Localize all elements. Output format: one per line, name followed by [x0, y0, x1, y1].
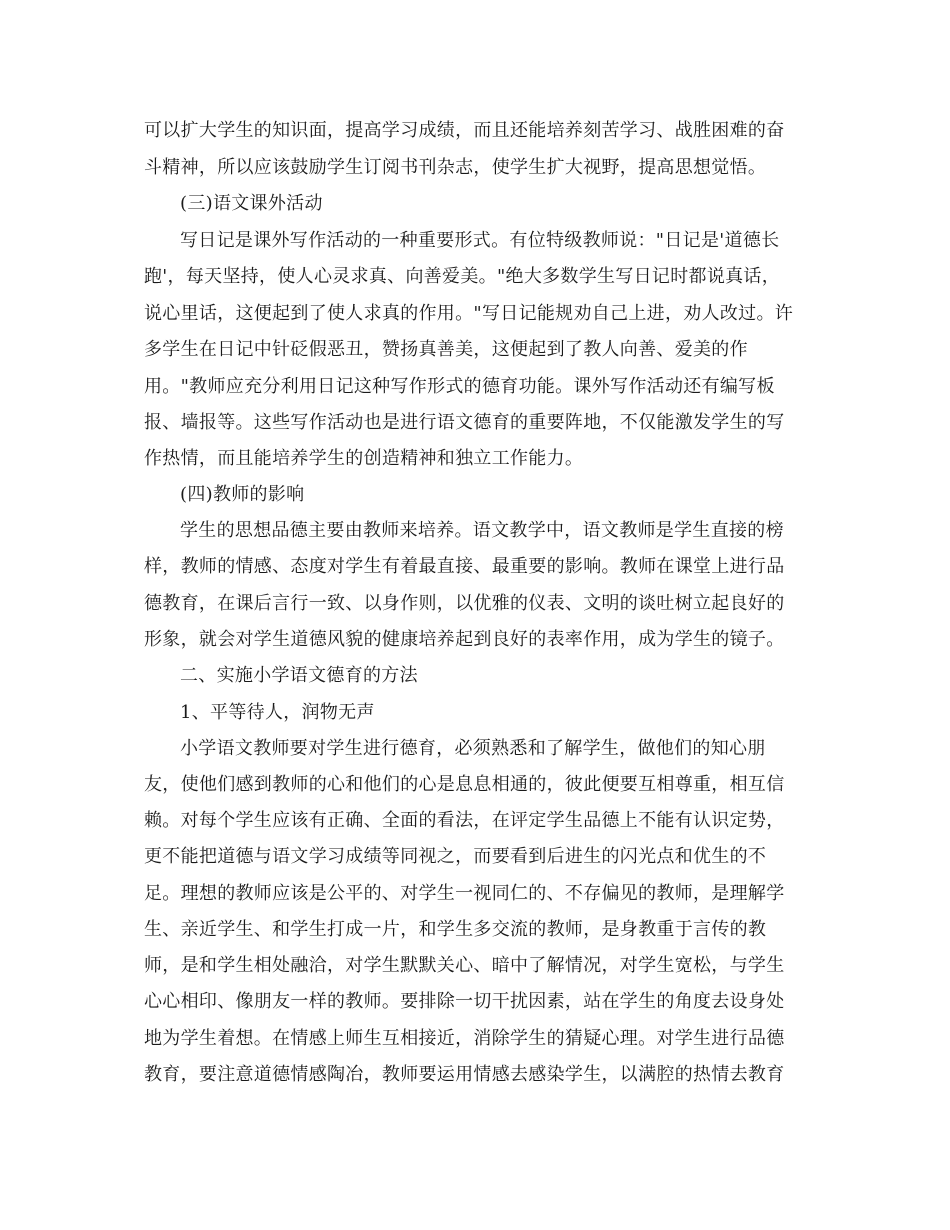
body-line: 小学语文教师要对学生进行德育，必须熟悉和了解学生，做他们的知心朋: [180, 738, 766, 759]
body-line: 写日记是课外写作活动的一种重要形式。有位特级教师说："日记是'道德长: [180, 230, 780, 251]
body-line: 说心里话，这便起到了使人求真的作用。"写日记能规劝自己上进，劝人改过。许: [144, 303, 794, 324]
section-heading: 二、实施小学语文德育的方法: [180, 665, 418, 686]
body-line: 教育，要注意道德情感陶冶，教师要运用情感去感染学生，以满腔的热情去教育: [144, 1064, 785, 1085]
body-line: 作热情，而且能培养学生的创造精神和独立工作能力。: [144, 448, 584, 469]
body-line: 斗精神，所以应该鼓励学生订阅书刊杂志，使学生扩大视野，提高思想觉悟。: [144, 157, 767, 178]
body-line: 地为学生着想。在情感上师生互相接近，消除学生的猜疑心理。对学生进行品德: [144, 1028, 785, 1049]
body-line: 友，使他们感到教师的心和他们的心是息息相通的，彼此便要互相尊重，相互信: [144, 774, 785, 795]
body-line: 更不能把道德与语文学习成绩等同视之，而要看到后进生的闪光点和优生的不: [144, 846, 767, 867]
body-line: 德教育，在课后言行一致、以身作则，以优雅的仪表、文明的谈吐树立起良好的: [144, 593, 785, 614]
section-heading: (三)语文课外活动: [180, 193, 323, 214]
body-line: 跑'，每天坚持，使人心灵求真、向善爱美。"绝大多数学生写日记时都说真话，: [144, 266, 781, 287]
body-line: 生、亲近学生、和学生打成一片，和学生多交流的教师，是身教重于言传的教: [144, 919, 767, 940]
body-line: 多学生在日记中针砭假恶丑，赞扬真善美，这便起到了教人向善、爱美的作: [144, 339, 748, 360]
body-line: 形象，就会对学生道德风貌的健康培养起到良好的表率作用，成为学生的镜子。: [144, 629, 785, 650]
body-line: 报、墙报等。这些写作活动也是进行语文德育的重要阵地，不仅能激发学生的写: [144, 412, 785, 433]
body-line: 师，是和学生相处融洽，对学生默默关心、暗中了解情况，对学生宽松，与学生: [144, 955, 785, 976]
body-line: 学生的思想品德主要由教师来培养。语文教学中，语文教师是学生直接的榜: [180, 520, 784, 541]
body-line: 心心相印、像朋友一样的教师。要排除一切干扰因素，站在学生的角度去设身处: [144, 991, 785, 1012]
body-line: 赖。对每个学生应该有正确、全面的看法，在评定学生品德上不能有认识定势，: [144, 810, 785, 831]
body-line: 足。理想的教师应该是公平的、对学生一视同仁的、不存偏见的教师，是理解学: [144, 883, 785, 904]
body-line: 样，教师的情感、态度对学生有着最直接、最重要的影响。教师在课堂上进行品: [144, 556, 785, 577]
subsection-heading: 1、平等待人，润物无声: [180, 702, 375, 723]
section-heading: (四)教师的影响: [180, 484, 305, 505]
body-line: 可以扩大学生的知识面，提高学习成绩，而且还能培养刻苦学习、战胜困难的奋: [144, 120, 785, 141]
body-line: 用。"教师应充分利用日记这种写作形式的德育功能。课外写作活动还有编写板: [144, 376, 775, 397]
